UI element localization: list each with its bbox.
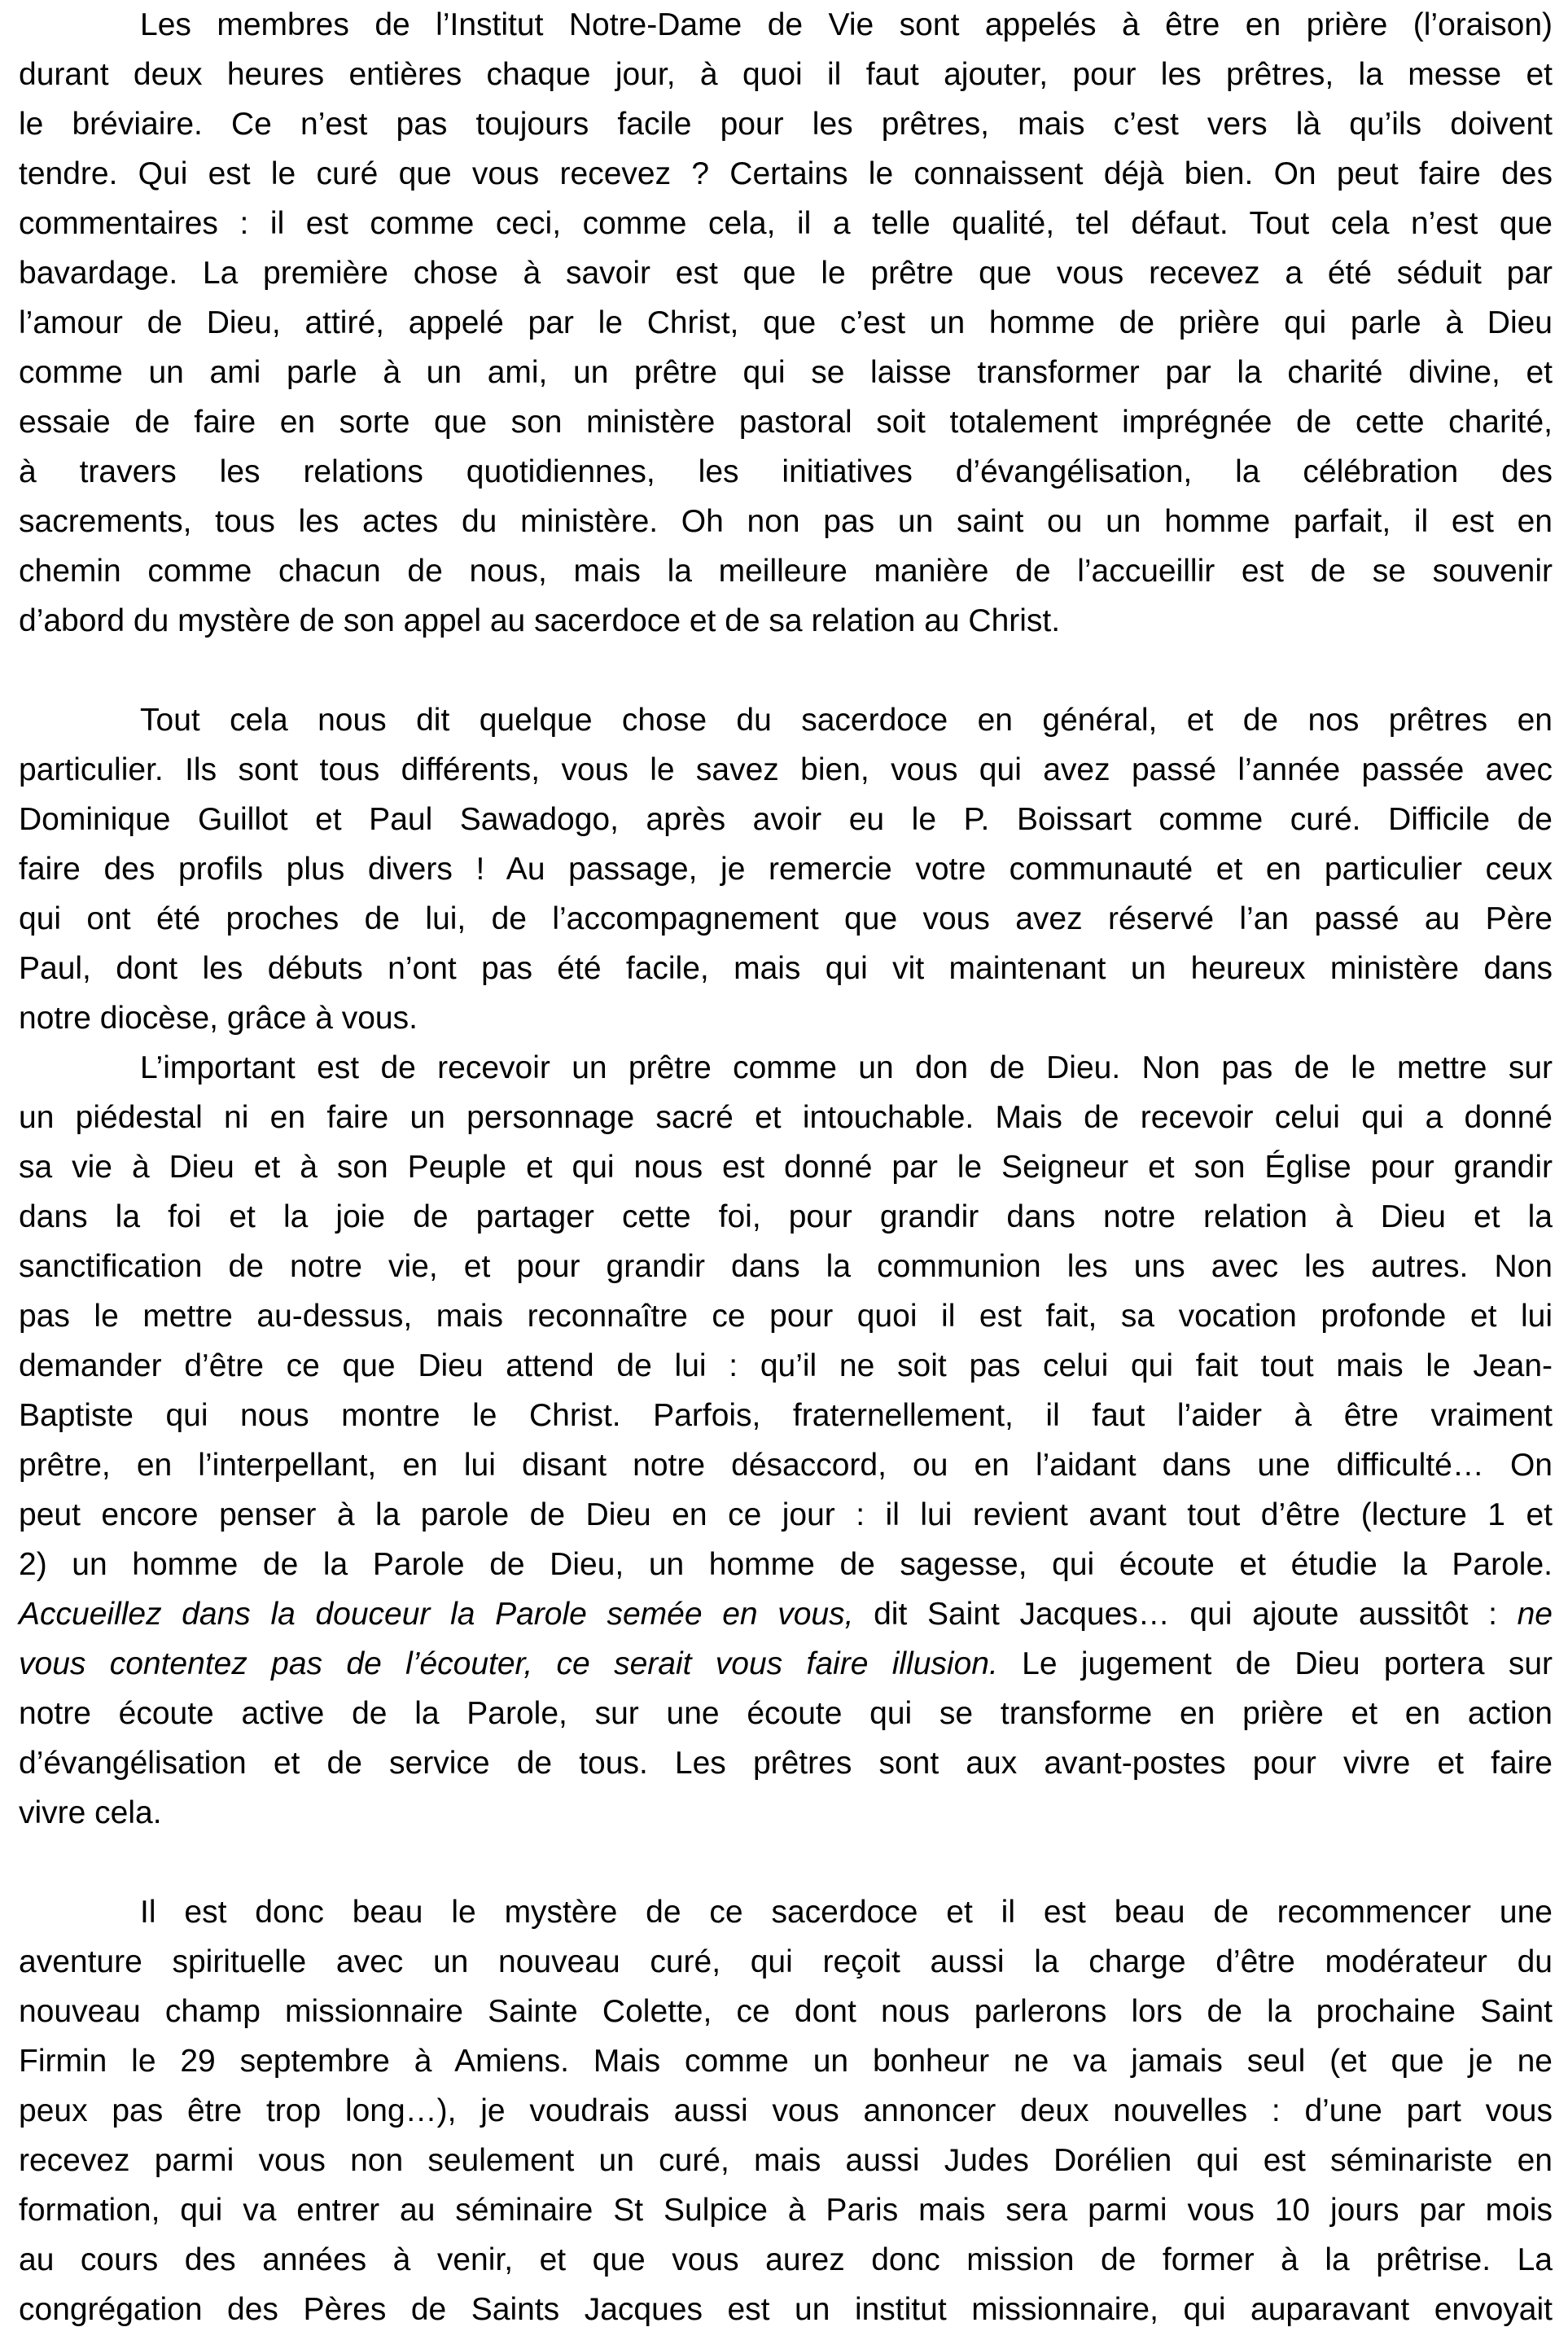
text-segment: commentaires : il est comme ceci, comme cela, il a telle qualité, tel défaut. Tout cela n’est que bbox=[19, 206, 1553, 241]
text-segment: au cours des années à venir, et que vous aurez donc mission de former à la prêtrise. La bbox=[19, 2242, 1553, 2277]
text-segment: faire des profils plus divers ! Au passage, je remercie votre communauté et en particulier ceux bbox=[19, 852, 1553, 887]
text-segment: qui ont été proches de lui, de l’accompagnement que vous avez réservé l’an passé au Père bbox=[19, 901, 1553, 936]
text-segment: le bréviaire. Ce n’est pas toujours facile pour les prêtres, mais c’est vers là qu’ils doivent bbox=[19, 107, 1553, 142]
text-segment: recevez parmi vous non seulement un curé, mais aussi Judes Dorélien qui est séminariste en bbox=[19, 2143, 1553, 2178]
text-line bbox=[19, 795, 1553, 844]
text-segment: peut encore penser à la parole de Dieu en ce jour : il lui revient avant tout d’être (lecture 1 et bbox=[19, 1497, 1553, 1532]
italic-quote-text: ne bbox=[1517, 1597, 1553, 1632]
text-line bbox=[19, 447, 1553, 497]
text-line bbox=[19, 1738, 1553, 1788]
text-line bbox=[19, 1540, 1553, 1589]
text-line bbox=[19, 944, 1553, 993]
text-line bbox=[19, 894, 1553, 944]
text-line bbox=[19, 248, 1553, 298]
document-body bbox=[19, 0, 1553, 2334]
paragraph bbox=[19, 0, 1553, 646]
text-line bbox=[19, 2185, 1553, 2235]
text-segment: particulier. Ils sont tous différents, vous le savez bien, vous qui avez passé l’année passée avec bbox=[19, 752, 1553, 787]
text-line bbox=[19, 844, 1553, 894]
text-segment: congrégation des Pères de Saints Jacques est un institut missionnaire, qui auparavant envoyait bbox=[19, 2292, 1553, 2327]
text-segment: chemin comme chacun de nous, mais la meilleure manière de l’accueillir est de se souvenir bbox=[19, 554, 1553, 589]
text-segment: pas le mettre au-dessus, mais reconnaître ce pour quoi il est fait, sa vocation profonde et lui bbox=[19, 1299, 1553, 1334]
text-segment: dit Saint Jacques… qui ajoute aussitôt : bbox=[853, 1597, 1518, 1632]
text-segment: nouveau champ missionnaire Sainte Colette, ce dont nous parlerons lors de la prochaine Saint bbox=[19, 1994, 1553, 2029]
paragraph bbox=[19, 1043, 1553, 1838]
text-line bbox=[19, 993, 1553, 1043]
text-segment: d’abord du mystère de son appel au sacerdoce et de sa relation au Christ. bbox=[19, 603, 1061, 638]
text-segment: à travers les relations quotidiennes, les initiatives d’évangélisation, la célébration des bbox=[19, 454, 1553, 489]
text-line bbox=[19, 2136, 1553, 2185]
text-line bbox=[19, 1639, 1553, 1689]
text-segment: peux pas être trop long…), je voudrais aussi vous annoncer deux nouvelles : d’une part vous bbox=[19, 2093, 1553, 2128]
text-line bbox=[19, 99, 1553, 149]
text-segment: durant deux heures entières chaque jour, à quoi il faut ajouter, pour les prêtres, la messe et bbox=[19, 57, 1553, 92]
text-segment: sacrements, tous les actes du ministère. Oh non pas un saint ou un homme parfait, il est en bbox=[19, 504, 1553, 539]
text-segment: aventure spirituelle avec un nouveau curé, qui reçoit aussi la charge d’être modérateur du bbox=[19, 1944, 1553, 1979]
text-line bbox=[19, 1391, 1553, 1440]
text-segment: essaie de faire en sorte que son ministère pastoral soit totalement imprégnée de cette charité, bbox=[19, 405, 1553, 440]
text-segment: sa vie à Dieu et à son Peuple et qui nous est donné par le Seigneur et son Église pour grandir bbox=[19, 1150, 1553, 1185]
text-line bbox=[19, 1142, 1553, 1192]
text-line bbox=[19, 0, 1553, 50]
text-segment: l’amour de Dieu, attiré, appelé par le Christ, que c’est un homme de prière qui parle à Dieu bbox=[19, 305, 1553, 340]
text-line bbox=[19, 348, 1553, 397]
text-line bbox=[19, 1987, 1553, 2036]
text-line bbox=[19, 199, 1553, 248]
text-line bbox=[19, 2086, 1553, 2136]
text-line bbox=[19, 1192, 1553, 1242]
text-segment: Tout cela nous dit quelque chose du sacerdoce en général, et de nos prêtres en bbox=[140, 703, 1553, 738]
text-line bbox=[19, 1440, 1553, 1490]
text-segment: demander d’être ce que Dieu attend de lui : qu’il ne soit pas celui qui fait tout mais le Jean- bbox=[19, 1348, 1553, 1383]
paragraph-spacer bbox=[19, 646, 1553, 695]
text-segment: Firmin le 29 septembre à Amiens. Mais comme un bonheur ne va jamais seul (et que je ne bbox=[19, 2044, 1553, 2079]
text-line bbox=[19, 1291, 1553, 1341]
paragraph bbox=[19, 695, 1553, 1043]
text-line bbox=[19, 397, 1553, 447]
italic-quote-text: vous contentez pas de l’écouter, ce serait vous faire illusion. bbox=[19, 1646, 998, 1681]
text-line bbox=[19, 149, 1553, 199]
text-line bbox=[19, 546, 1553, 596]
text-line bbox=[19, 1689, 1553, 1738]
paragraph-spacer bbox=[19, 1838, 1553, 1887]
text-line bbox=[19, 596, 1553, 646]
text-segment: formation, qui va entrer au séminaire St Sulpice à Paris mais sera parmi vous 10 jours par mois bbox=[19, 2193, 1553, 2228]
text-line bbox=[19, 2036, 1553, 2086]
text-segment: d’évangélisation et de service de tous. Les prêtres sont aux avant-postes pour vivre et faire bbox=[19, 1746, 1553, 1781]
text-line bbox=[19, 2285, 1553, 2334]
text-segment: Le jugement de Dieu portera sur bbox=[997, 1646, 1553, 1681]
paragraph bbox=[19, 1887, 1553, 2334]
text-segment: sanctification de notre vie, et pour grandir dans la communion les uns avec les autres. Non bbox=[19, 1249, 1553, 1284]
italic-quote-text: Accueillez dans la douceur la Parole semée en vous, bbox=[19, 1597, 854, 1632]
text-segment: bavardage. La première chose à savoir est que le prêtre que vous recevez a été séduit par bbox=[19, 256, 1553, 291]
text-line bbox=[19, 1490, 1553, 1540]
text-segment: L’important est de recevoir un prêtre comme un don de Dieu. Non pas de le mettre sur bbox=[140, 1050, 1553, 1085]
text-line bbox=[19, 50, 1553, 99]
text-line bbox=[19, 1589, 1553, 1639]
text-line bbox=[19, 695, 1553, 745]
text-line bbox=[19, 1937, 1553, 1987]
text-line bbox=[19, 497, 1553, 546]
text-line bbox=[19, 1887, 1553, 1937]
text-line bbox=[19, 1788, 1553, 1838]
text-segment: notre écoute active de la Parole, sur une écoute qui se transforme en prière et en action bbox=[19, 1696, 1553, 1731]
text-line bbox=[19, 1093, 1553, 1142]
text-segment: 2) un homme de la Parole de Dieu, un homme de sagesse, qui écoute et étudie la Parole. bbox=[19, 1547, 1553, 1582]
text-line bbox=[19, 745, 1553, 795]
text-line bbox=[19, 298, 1553, 348]
text-line bbox=[19, 1043, 1553, 1093]
text-segment: comme un ami parle à un ami, un prêtre qui se laisse transformer par la charité divine, et bbox=[19, 355, 1553, 390]
text-line bbox=[19, 1242, 1553, 1291]
text-segment: vivre cela. bbox=[19, 1795, 162, 1830]
text-segment: prêtre, en l’interpellant, en lui disant notre désaccord, ou en l’aidant dans une difficulté… On bbox=[19, 1448, 1553, 1483]
text-line bbox=[19, 1341, 1553, 1391]
text-segment: Baptiste qui nous montre le Christ. Parfois, fraternellement, il faut l’aider à être vraiment bbox=[19, 1398, 1553, 1433]
text-segment: Les membres de l’Institut Notre-Dame de Vie sont appelés à être en prière (l’oraison) bbox=[140, 7, 1553, 42]
text-segment: un piédestal ni en faire un personnage sacré et intouchable. Mais de recevoir celui qui a donné bbox=[19, 1100, 1553, 1135]
text-segment: notre diocèse, grâce à vous. bbox=[19, 1001, 418, 1036]
text-segment: Il est donc beau le mystère de ce sacerdoce et il est beau de recommencer une bbox=[140, 1895, 1553, 1930]
text-segment: Dominique Guillot et Paul Sawadogo, après avoir eu le P. Boissart comme curé. Difficile de bbox=[19, 802, 1553, 837]
text-segment: Paul, dont les débuts n’ont pas été facile, mais qui vit maintenant un heureux ministère dans bbox=[19, 951, 1553, 986]
text-segment: dans la foi et la joie de partager cette foi, pour grandir dans notre relation à Dieu et la bbox=[19, 1199, 1553, 1234]
text-segment: tendre. Qui est le curé que vous recevez ? Certains le connaissent déjà bien. On peut faire des bbox=[19, 156, 1553, 191]
text-line bbox=[19, 2235, 1553, 2285]
